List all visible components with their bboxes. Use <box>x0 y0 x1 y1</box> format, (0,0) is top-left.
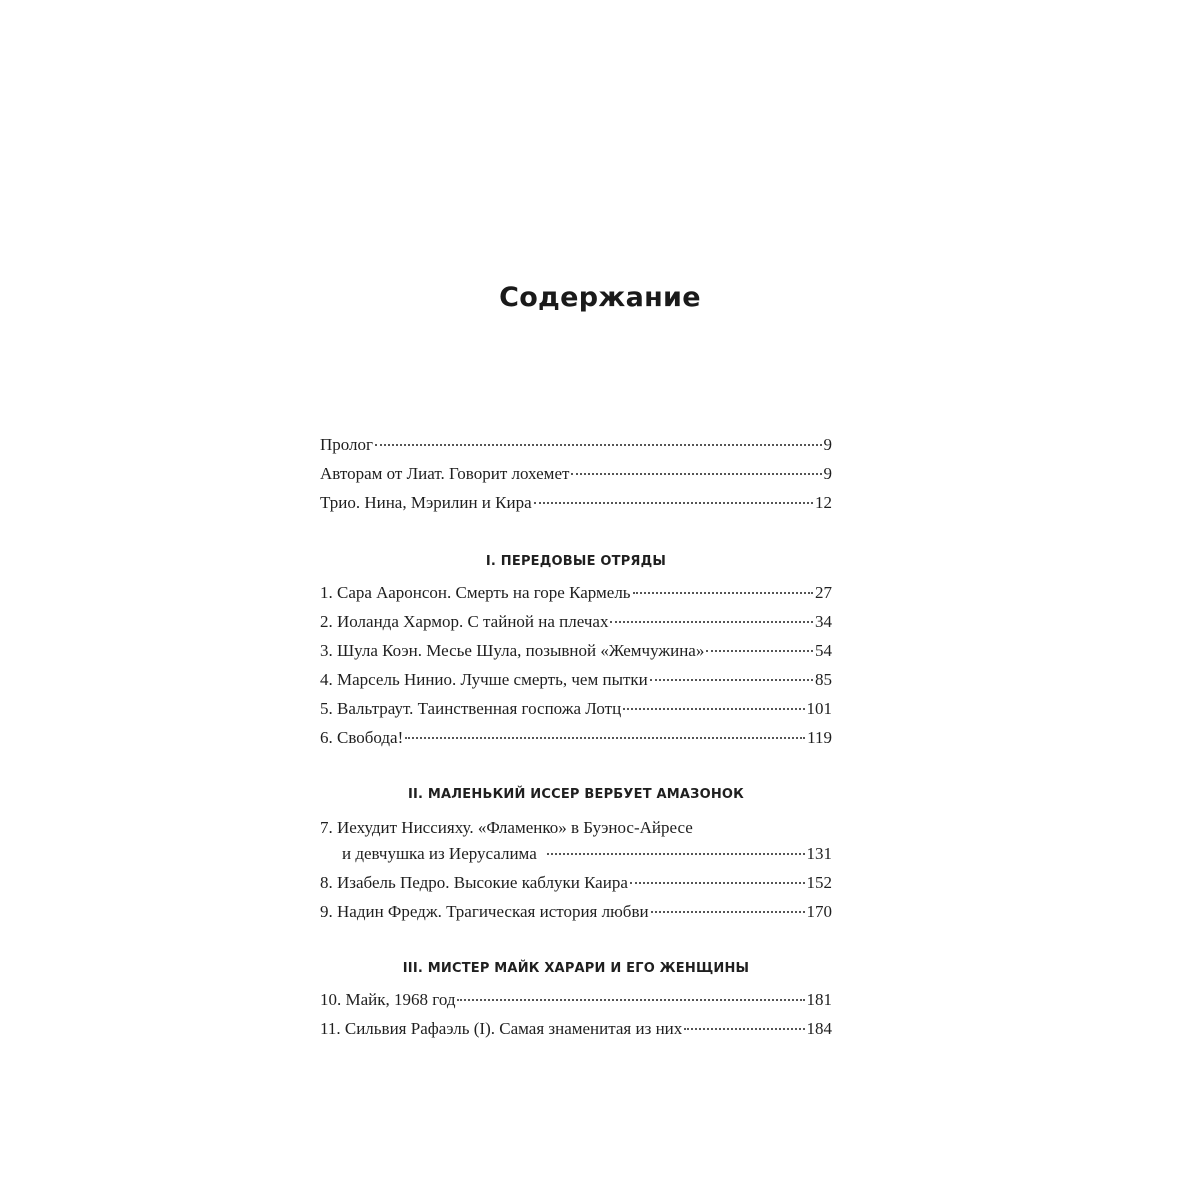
toc-entry-leader-line <box>545 842 832 866</box>
toc-entry-text: 11. Сильвия Рафаэль (I). Самая знаменитая из них <box>320 1019 683 1038</box>
toc-entry-text: Трио. Нина, Мэрилин и Кира <box>320 493 532 512</box>
toc-entry-page: 119 <box>807 728 832 747</box>
toc-entry-text: Пролог <box>320 435 374 454</box>
toc-entry-page: 12 <box>815 493 832 512</box>
page-title: Содержание <box>499 282 701 313</box>
dot-leader <box>571 472 821 475</box>
toc-entry-page: 101 <box>806 699 832 718</box>
toc-entry-text: 2. Иоланда Хармор. С тайной на плечах <box>320 612 609 631</box>
toc-entry-text: 3. Шула Коэн. Месье Шула, позывной «Жемчужина» <box>320 641 705 660</box>
dot-leader <box>375 443 821 446</box>
toc-entry-page: 85 <box>815 670 832 689</box>
dot-leader <box>630 881 805 884</box>
section-heading: III. МИСТЕР МАЙК ХАРАРИ И ЕГО ЖЕНЩИНЫ <box>402 961 750 976</box>
toc-entry-page: 34 <box>815 612 832 631</box>
dot-leader <box>650 678 813 681</box>
toc-entry-text: 1. Сара Ааронсон. Смерть на горе Кармель <box>320 583 631 602</box>
toc-entry-text: 10. Майк, 1968 год <box>320 990 456 1009</box>
dot-leader <box>547 852 805 855</box>
dot-leader <box>623 707 804 710</box>
toc-entry-text: 6. Свобода! <box>320 728 404 747</box>
toc-entry <box>320 697 832 721</box>
toc-entry-page: 184 <box>806 1019 832 1038</box>
toc-entry <box>320 1017 832 1041</box>
toc-entry-page: 9 <box>823 435 832 454</box>
toc-entry-page: 181 <box>806 990 832 1009</box>
toc-entry-page: 131 <box>806 844 832 863</box>
toc-entry <box>320 726 832 750</box>
toc-entry <box>320 988 832 1012</box>
dot-leader <box>405 736 805 739</box>
toc-entry-trio <box>320 491 832 515</box>
dot-leader <box>706 649 813 652</box>
toc-entry-page: 170 <box>806 902 832 921</box>
toc-entry-text: Авторам от Лиат. Говорит лохемет <box>320 464 570 483</box>
toc-entry-authors <box>320 462 832 486</box>
toc-entry-prologue <box>320 433 832 457</box>
toc-entry <box>320 639 832 663</box>
toc-entry-text: 7. Иехудит Ниссияху. «Фламенко» в Буэнос-Айресе <box>320 818 693 837</box>
toc-entry-page: 9 <box>823 464 832 483</box>
toc-entry-text: 5. Вальтраут. Таинственная госпожа Лотц <box>320 699 622 718</box>
dot-leader <box>684 1027 804 1030</box>
toc-entry <box>320 581 832 605</box>
section-heading: I. ПЕРЕДОВЫЕ ОТРЯДЫ <box>485 554 667 569</box>
toc-entry <box>320 871 832 895</box>
toc-entry-page: 152 <box>806 873 832 892</box>
section-heading: II. МАЛЕНЬКИЙ ИССЕР ВЕРБУЕТ АМАЗОНОК <box>407 787 745 802</box>
toc-entry <box>320 816 832 840</box>
toc-entry <box>320 900 832 924</box>
dot-leader <box>457 998 804 1001</box>
toc-entry-page: 27 <box>815 583 832 602</box>
dot-leader <box>651 910 805 913</box>
dot-leader <box>633 591 813 594</box>
toc-entry <box>320 668 832 692</box>
toc-entry-continuation: и девчушка из Иерусалима <box>342 844 537 863</box>
dot-leader <box>610 620 813 623</box>
toc-entry-text: 4. Марсель Нинио. Лучше смерть, чем пытки <box>320 670 648 689</box>
toc-entry-text: 8. Изабель Педро. Высокие каблуки Каира <box>320 873 628 892</box>
dot-leader <box>534 501 813 504</box>
toc-entry-text: 9. Надин Фредж. Трагическая история любви <box>320 902 649 921</box>
toc-entry-page: 54 <box>815 641 832 660</box>
toc-entry <box>320 610 832 634</box>
